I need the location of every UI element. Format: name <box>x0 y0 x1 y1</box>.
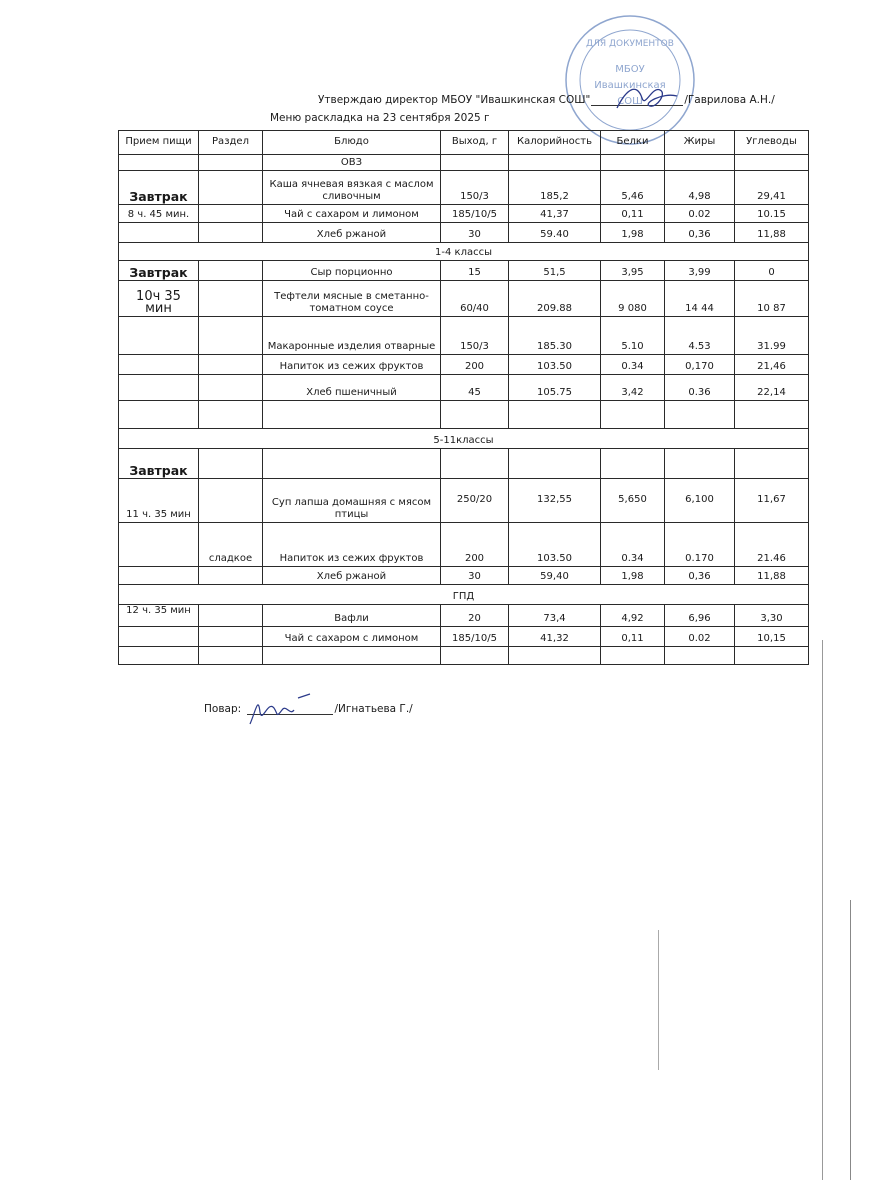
output: 185/10/5 <box>441 627 509 647</box>
carbs: 21.46 <box>735 523 809 567</box>
output: 30 <box>441 223 509 243</box>
carbs: 11,88 <box>735 567 809 585</box>
protein: 5.10 <box>601 317 665 355</box>
table-row <box>119 523 809 567</box>
protein: 0.34 <box>601 523 665 567</box>
meal-label: Завтрак <box>119 171 199 205</box>
fat: 0.170 <box>665 523 735 567</box>
table-row <box>119 355 809 375</box>
section-row <box>119 429 809 449</box>
fat: 3,99 <box>665 261 735 281</box>
kcal: 132,55 <box>509 479 601 523</box>
output: 15 <box>441 261 509 281</box>
protein: 4,92 <box>601 605 665 627</box>
carbs: 10.15 <box>735 205 809 223</box>
protein: 0,11 <box>601 205 665 223</box>
protein: 3,95 <box>601 261 665 281</box>
kcal: 59,40 <box>509 567 601 585</box>
fat: 0.02 <box>665 205 735 223</box>
table-row <box>119 375 809 401</box>
table-row-empty <box>119 401 809 429</box>
output: 200 <box>441 355 509 375</box>
director-signature <box>612 78 682 118</box>
dish: Тефтели мясные в сметанно-томатном соусе <box>263 281 441 317</box>
table-row <box>119 155 809 171</box>
table-row <box>119 479 809 523</box>
carbs: 31.99 <box>735 317 809 355</box>
table-row <box>119 567 809 585</box>
scan-artifact <box>658 930 659 1070</box>
section-ovz: ОВЗ <box>263 155 441 171</box>
dish: Суп лапша домашняя с мясом птицы <box>263 479 441 523</box>
col-kcal: Калорийность <box>509 131 601 155</box>
kcal: 103.50 <box>509 523 601 567</box>
stamp-text-mid2: Ивашкинская <box>594 80 666 91</box>
output: 20 <box>441 605 509 627</box>
table-row-empty <box>119 647 809 665</box>
approver-name: /Гаврилова А.Н./ <box>684 94 775 106</box>
fat: 4,98 <box>665 171 735 205</box>
meal-time: 8 ч. 45 мин. <box>119 205 199 223</box>
fat: 0.02 <box>665 627 735 647</box>
kcal: 41,37 <box>509 205 601 223</box>
menu-table <box>118 130 809 665</box>
meal-label: Завтрак <box>119 261 199 281</box>
output: 150/3 <box>441 317 509 355</box>
table-row <box>119 627 809 647</box>
dish: Напиток из сежих фруктов <box>263 523 441 567</box>
kcal: 209.88 <box>509 281 601 317</box>
dish: Каша ячневая вязкая с маслом сливочным <box>263 171 441 205</box>
stamp-text-mid1: МБОУ <box>615 64 645 75</box>
table-row <box>119 171 809 205</box>
fat: 6,96 <box>665 605 735 627</box>
output: 60/40 <box>441 281 509 317</box>
protein: 1,98 <box>601 223 665 243</box>
dish: Чай с сахаром и лимоном <box>263 205 441 223</box>
output: 45 <box>441 375 509 401</box>
fat: 0,36 <box>665 223 735 243</box>
fat: 4.53 <box>665 317 735 355</box>
section-row <box>119 585 809 605</box>
dish: Напиток из сежих фруктов <box>263 355 441 375</box>
kcal: 185.30 <box>509 317 601 355</box>
col-carbs: Углеводы <box>735 131 809 155</box>
output: 200 <box>441 523 509 567</box>
carbs: 22,14 <box>735 375 809 401</box>
dish: Хлеб ржаной <box>263 567 441 585</box>
kcal: 105.75 <box>509 375 601 401</box>
cook-name: /Игнатьева Г./ <box>334 703 413 715</box>
meal-time: 10ч 35 мин <box>119 281 199 317</box>
col-protein: Белки <box>601 131 665 155</box>
protein: 5,650 <box>601 479 665 523</box>
table-row <box>119 605 809 627</box>
fat: 0,170 <box>665 355 735 375</box>
kcal: 59.40 <box>509 223 601 243</box>
carbs: 10,15 <box>735 627 809 647</box>
approve-text: Утверждаю директор МБОУ "Ивашкинская СОШ" <box>318 94 591 106</box>
section-row <box>119 243 809 261</box>
col-output: Выход, г <box>441 131 509 155</box>
dish: Макаронные изделия отварные <box>263 317 441 355</box>
meal-time: 11 ч. 35 мин <box>119 479 199 523</box>
cook-signature <box>246 690 316 730</box>
output: 30 <box>441 567 509 585</box>
output: 150/3 <box>441 171 509 205</box>
kcal: 41,32 <box>509 627 601 647</box>
carbs: 29,41 <box>735 171 809 205</box>
stamp-text-top: ДЛЯ ДОКУМЕНТОВ <box>586 39 674 49</box>
protein: 1,98 <box>601 567 665 585</box>
carbs: 3,30 <box>735 605 809 627</box>
table-row <box>119 261 809 281</box>
fat: 0,36 <box>665 567 735 585</box>
carbs: 11,67 <box>735 479 809 523</box>
dish: Хлеб ржаной <box>263 223 441 243</box>
section-sweet: сладкое <box>199 523 263 567</box>
dish: Хлеб пшеничный <box>263 375 441 401</box>
col-dish: Блюдо <box>263 131 441 155</box>
dish: Вафли <box>263 605 441 627</box>
scan-artifact <box>822 640 823 1180</box>
approval-line <box>318 93 775 106</box>
section-grades-5-11: 5-11классы <box>119 429 809 449</box>
output: 185/10/5 <box>441 205 509 223</box>
protein: 0,11 <box>601 627 665 647</box>
dish: Сыр порционно <box>263 261 441 281</box>
table-row <box>119 449 809 479</box>
col-fat: Жиры <box>665 131 735 155</box>
protein: 9 080 <box>601 281 665 317</box>
kcal: 185,2 <box>509 171 601 205</box>
meal-label: Завтрак <box>119 449 199 479</box>
carbs: 21,46 <box>735 355 809 375</box>
document-title: Меню раскладка на 23 сентября 2025 г <box>270 112 490 124</box>
protein: 5,46 <box>601 171 665 205</box>
scan-artifact <box>850 900 851 1180</box>
output: 250/20 <box>441 479 509 523</box>
stamp-text-mid3: СОШ <box>617 96 643 107</box>
carbs: 0 <box>735 261 809 281</box>
fat: 14 44 <box>665 281 735 317</box>
kcal: 73,4 <box>509 605 601 627</box>
dish: Чай с сахаром с лимоном <box>263 627 441 647</box>
carbs: 11,88 <box>735 223 809 243</box>
meal-time: 12 ч. 35 мин <box>119 605 199 627</box>
section-gpd: ГПД <box>119 585 809 605</box>
col-section: Раздел <box>199 131 263 155</box>
fat: 0.36 <box>665 375 735 401</box>
table-header-row <box>119 131 809 155</box>
col-meal: Прием пищи <box>119 131 199 155</box>
section-grades-1-4: 1-4 классы <box>119 243 809 261</box>
kcal: 51,5 <box>509 261 601 281</box>
kcal: 103.50 <box>509 355 601 375</box>
protein: 0.34 <box>601 355 665 375</box>
table-row <box>119 281 809 317</box>
table-row <box>119 205 809 223</box>
cook-label: Повар: <box>204 703 242 715</box>
fat: 6,100 <box>665 479 735 523</box>
table-row <box>119 223 809 243</box>
table-row <box>119 317 809 355</box>
carbs: 10 87 <box>735 281 809 317</box>
protein: 3,42 <box>601 375 665 401</box>
